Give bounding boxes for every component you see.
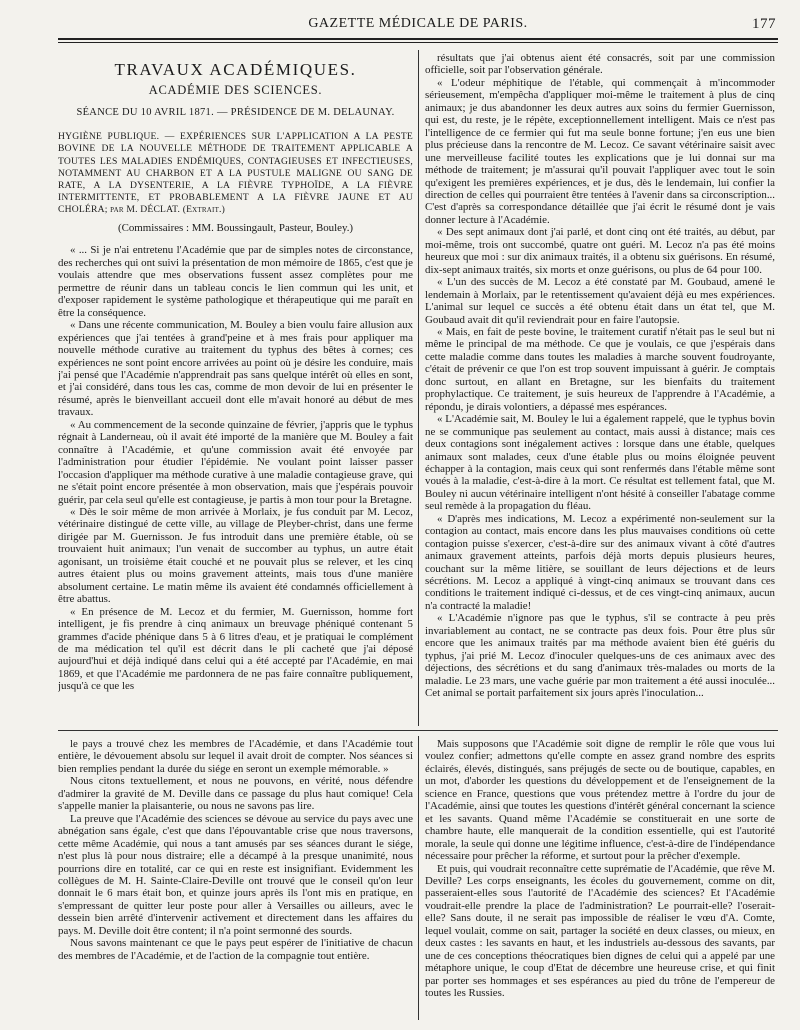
commissaires-line: (Commissaires : MM. Boussingault, Pasteur, Bouley.) xyxy=(117,222,354,235)
paragraph: Nous savons maintenant ce que le pays peut espérer de l'initiative de chacun des membres de l'Académie, et de l'action de la compagnie tout entière. xyxy=(58,937,413,962)
seance-line: SÉANCE DU 10 AVRIL 1871. — PRÉSIDENCE DE M. DELAUNAY. xyxy=(76,106,395,118)
paragraph: « D'après mes indications, M. Lecoz a expérimenté non-seulement sur la contagion au contact, mais encore dans les plus mauvaises conditions où cette contagion puisse s'exercer, c'est-à-dire sur des animaux vivant à côté d'autres animaux gravement atteints, parfois déjà morts depuis plusieurs heures, couchant sur la même litière, se souillant de leurs déjections et de leurs sécrétions. M. Lecoz a appliqué à vingt-cinq animaux se trouvant dans ces conditions le traitement indiqué ci-dessus, et de ces vingt-cinq animaux, aucun n'a contracté la maladie! xyxy=(425,512,775,612)
paragraph: « L'Académie n'ignore pas que le typhus, s'il se contracte à peu près invariablement au contact, ne se contracte pas deux fois. Pour être plus sûr encore que les animaux traités par ma méthode avaient bien été guéris du typhus, j'ai prié M. Lecoz d'inoculer quelques-uns de ces animaux avec des déjections, des sécrétions et du sang d'animaux très-malades ou morts de la maladie. Le 23 mars, une vache guérie par mon traitement a été aussi inoculée... Cet animal se portait parfaitement six jours après l'inoculation... xyxy=(425,612,775,700)
paragraph: « En présence de M. Lecoz et du fermier, M. Guernisson, homme fort intelligent, je fis prendre à cinq animaux un breuvage phéniqué contenant 5 grammes d'acide phénique dans 5 à 6 litres d'eau, et je pratiquai le complément de ma médication tel qu'il est décrit dans le pli cacheté que j'ai déposé aujourd'hui et déjà indiqué dans celui qui a été accepté par l'Académie, en mai 1869, et que l'Académie me pardonnera de ne pas faire connaître publiquement, jusqu'à ce que les xyxy=(58,605,413,693)
header-rule-thin xyxy=(58,42,778,43)
right-column xyxy=(425,52,775,722)
section-divider xyxy=(58,730,778,731)
paragraph: « Dans une récente communication, M. Bouley a bien voulu faire allusion aux expériences que j'ai tentées à grand'peine et à mes frais pour appliquer ma nouvelle méthode curative au traitement du typhus des bêtes à cornes; ces expériences ne sont point encore arrivées au point où je désire les conduire, mais j'ai pensé que l'Académie n'apprendrait pas sans quelque intérêt où elles en sont, et j'ai considéré, dans tous les cas, comme de mon devoir de lui en présenter le résumé, après le bienveillant accueil dont elle m'avait honoré au début de mes travaux. xyxy=(58,319,413,419)
left-body xyxy=(58,244,413,692)
section-title: TRAVAUX ACADÉMIQUES. xyxy=(114,60,357,79)
bottom-left-column xyxy=(58,738,413,1018)
paragraph: le pays a trouvé chez les membres de l'Académie, et dans l'Académie tout entière, le dévouement absolu sur lequel il avait droit de compter. Nos séances si bien remplies pendant la durée du siége en seront un exemple mémorable. » xyxy=(58,738,413,775)
paragraph: « ... Si je n'ai entretenu l'Académie que par de simples notes de circonstance, des recherches qui ont suivi la présentation de mon mémoire de 1865, c'est que je voulais attendre que mes observations fussent assez complètes pour me permettre de réunir dans un tableau concis le lien commun qui les unit, et d'exposer rapidement le système pathologique et thérapeutique qui me paraît en être la conséquence. xyxy=(58,244,413,319)
left-column xyxy=(58,52,413,724)
bottom-right-column xyxy=(425,738,775,1018)
paragraph: « L'un des succès de M. Lecoz a été constaté par M. Goubaud, amené le lendemain à Morlaix, par le retentissement qu'avaient déjà eu mes expériences. L'animal sur lequel ce succès a été obtenu était dans un état tel, que M. Goubaud avait dit qu'il reviendrait pour en faire l'autopsie. xyxy=(425,276,775,326)
paragraph: « Des sept animaux dont j'ai parlé, et dont cinq ont été traités, au début, par moi-même, trois ont succombé, quatre ont guéri. M. Lecoz n'a pas été moins heureux que moi : sur dix animaux traités, il a obtenu six guérisons. En résumé, dix-sept animaux traités, six morts et onze guérisons, ou plus de 64 pour 100. xyxy=(425,226,775,276)
paragraph: Nous citons textuellement, et nous ne pouvons, en vérité, nous défendre d'admirer la gravité de M. Deville dans ce passage du plus haut comique! Cela s'appelle manier la plaisanterie, ou nous ne savons pas lire. xyxy=(58,775,413,813)
paragraph: Et puis, qui voudrait reconnaître cette suprématie de l'Académie, que rêve M. Deville? Les corps enseignants, les écoles du gouvernement, comme on dit, passeraient-elles sous l'autorité de l'Académie des sciences? Et l'Académie voudrait-elle prendre la place de l'administration? Le pourrait-elle? l'oserait-elle? Sans doute, il ne serait pas impossible de réaliser le vœu d'A. Comte, lequel voulait, comme on sait, partager la société en deux classes, ou mieux, en deux castes : les savants en haut, et les industriels au-dessous des savants, par une de ces conceptions théocratiques bien dignes de celui qui a appelé par une métaphore unique, le coup d'Etat de décembre une heureuse crise, et qui finit par porter ses hommages et ses espérances au pied du trône de l'empereur de toutes les Russies. xyxy=(425,862,775,1000)
paragraph: « L'Académie sait, M. Bouley le lui a également rappelé, que le typhus bovin ne se communique pas seulement au contact, mais aussi à distance; mais ces deux contagions sont inégalement actives : lorsque dans une étable, quelques animaux sont malades, ceux d'une étable plus ou moins éloignée peuvent échapper à la contagion, mais ceux qui sont renfermés dans l'étable même sont voués à la maladie, c'est-à-dire à la mort. Ce résultat est tellement fatal, que M. Bouley ni aucun vétérinaire intelligent n'ont hésité à conseiller l'abatage comme seul remède à la propagation du fléau. xyxy=(425,413,775,513)
paragraph: La preuve que l'Académie des sciences se dévoue au service du pays avec une abnégation sans égale, c'est que dans l'épouvantable crise que nous traversons, cette même Académie, qui nous a tant amusés par ses séances durant le siége, n'est plus là pour nous distraire; elle a décampé à la presque unanimité, nous pourrions dire en totalité, car ce qui en reste est insignifiant. Evidemment les collègues de M. H. Sainte-Claire-Deville ont trouvé que le conseil qu'on leur donnait le 6 mars était bon, et quinze jours après ils l'ont mis en pratique, en s'empressant de quitter leur poste pour aller à Versailles ou ailleurs, avec le dessein bien arrêté d'intervenir activement et directement dans les affaires du pays. M. Deville doit être content; il n'a point sermonné des sourds. xyxy=(58,812,413,937)
article-heading: HYGIÈNE PUBLIQUE. — EXPÉRIENCES SUR L'APPLICATION A LA PESTE BOVINE DE LA NOUVELLE MÉTHODE DE TRAITEMENT APPLICABLE A TOUTES LES MALADIES ENDÉMIQUES, CONTAGIEUSES ET INFECTIEUSES, NOTAMMENT AU CHARBON ET A LA PUSTULE MALIGNE OU SANG DE RATE, A LA DYSENTERIE, A LA FIÈVRE TYPHOÏDE, A LA FIÈVRE INTERMITTENTE, ET PROBABLEMENT A LA FIÈVRE JAUNE ET AU CHOLÉRA; par M. DÉCLAT. (Extrait.) xyxy=(58,131,413,215)
header-rule xyxy=(58,38,778,40)
bottom-column-divider xyxy=(418,736,419,1020)
paragraph: Mais supposons que l'Académie soit digne de remplir le rôle que vous lui voulez confier; admettons qu'elle compte en assez grand nombre des esprits éclairés, élevés, distingués, sans préjugés de secte ou de boutique, capables, en un mot, d'aborder les questions du développement et de l'enseignement de la science en France, questions que vous prétendez mettre à l'ordre du jour de l'Académie, ainsi que toutes les questions d'intérêt général concernant la science et les savants. Quand même l'Académie se constituerait en une sorte de chambre haute, elle manquerait de la condition essentielle, qui est l'autorité morale, la seule qui donne une légitime influence, c'est-à-dire de l'indépendance nécessaire pour prêcher la réforme, et surtout pour la prêcher d'exemple. xyxy=(425,738,775,863)
journal-title: GAZETTE MÉDICALE DE PARIS. xyxy=(308,16,528,31)
paragraph: résultats que j'ai obtenus aient été consacrés, soit par une commission officielle, soit par l'observation générale. xyxy=(425,52,775,77)
column-divider xyxy=(418,50,419,726)
page-number: 177 xyxy=(752,16,776,32)
paragraph: « Au commencement de la seconde quinzaine de février, j'appris que le typhus régnait à Landerneau, où il avait été importé de la manière que M. Bouley a fait connaître à l'Académie, et qu'une commission avait été envoyée par l'administration pour étudier l'épidémie. Ne voulant point laisser passer l'occasion d'appliquer ma méthode curative à une maladie contagieuse grave, qui ne s'était point encore présentée à mon observation, mais que j'espérais pouvoir guérir, par cela seul qu'elle est contagieuse, je partis à mon tour pour la Bretagne. xyxy=(58,418,413,506)
page-header xyxy=(58,16,778,38)
paragraph: « L'odeur méphitique de l'étable, qui commençait à m'incommoder sérieusement, m'empêcha d'appliquer moi-même le traitement à plus de cinq animaux; je dus abandonner les deux autres aux soins du fermier Guernisson, qui est, du reste, je le répète, exceptionnellement intelligent. Mais ce n'est pas l'intelligence de ce fermier qui fut ma seule bonne fortune; j'en eus une bien plus précieuse dans la rencontre de M. Lecoz. Ce savant vétérinaire saisit avec une merveilleuse facilité toutes les explications que je lui donnai sur ma méthode de traitement; je m'assurai qu'il pouvait l'appliquer avec tout le soin qu'exigent les premières expériences, et je dus, dès le lendemain, lui confier la direction de celles qui pourraient être tentées à l'avenir dans sa circonscription... C'est d'après sa correspondance détaillée que j'ai écrit le résumé dont je vais donner lecture à l'Académie. xyxy=(425,76,775,226)
paragraph: « Mais, en fait de peste bovine, le traitement curatif n'était pas le seul but ni même le principal de ma méthode. Ce que je voulais, ce que j'espérais dans cette maladie comme dans toutes les maladies à marche souvent foudroyante, c'était de prévenir ce que l'on est trop souvent impuissant à guérir. Je comptais donc surtout, en allant en Bretagne, sur les bienfaits du traitement prophylactique. Ce traitement, je suis heureux de l'apprendre à l'Académie, a répondu, je dirais volontiers, a dépassé mes espérances. xyxy=(425,325,775,413)
paragraph: « Dès le soir même de mon arrivée à Morlaix, je fus conduit par M. Lecoz, vétérinaire distingué de cette ville, au village de Pleyber-christ, dans une ferme dirigée par M. Guernisson. Je fus introduit dans une première étable, où se trouvaient huit animaux; l'un venait de succomber au typhus, un autre était agonisant, un troisième était couché et ne pouvait plus se relever, et les cinq autres étaient plus ou moins gravement atteints, mais tous d'une manière absolument certaine. Le matin même ils avaient été condamnés officiellement à être abattus. xyxy=(58,505,413,606)
section-subtitle: ACADÉMIE DES SCIENCES. xyxy=(148,83,323,98)
